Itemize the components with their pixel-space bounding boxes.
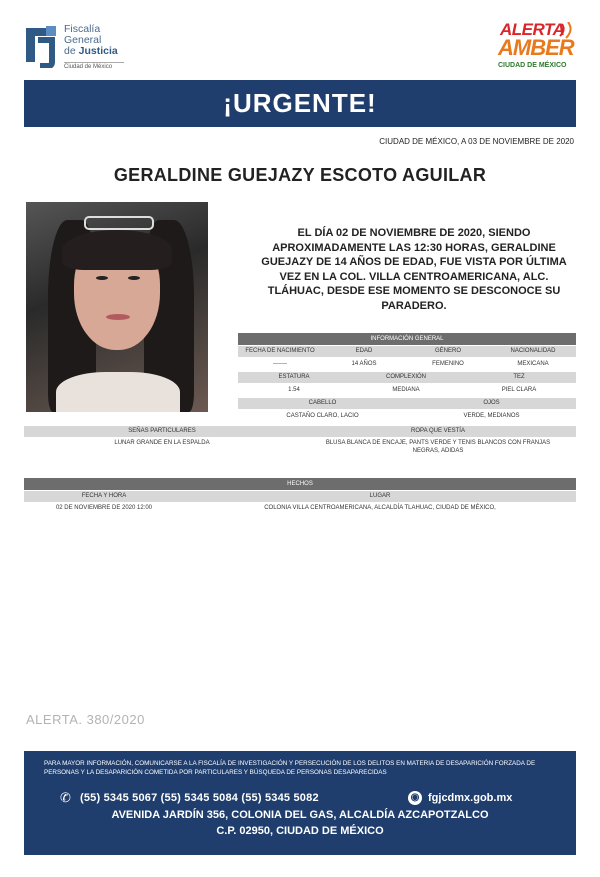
value-hair: CASTAÑO CLARO, LACIO [286,413,359,419]
urgent-banner: ¡URGENTE! [24,80,576,127]
fgj-name [64,24,118,57]
value-marks: LUNAR GRANDE EN LA ESPALDA [114,440,210,446]
footer-website-link[interactable]: fgjcdmx.gob.mx [428,792,513,804]
amber-line3: CIUDAD DE MÉXICO [498,62,567,69]
label-birth: FECHA DE NACIMIENTO [238,346,322,357]
general-info-labels-3 [238,398,576,409]
value-datetime: 02 DE NOVIEMBRE DE 2020 12:00 [55,505,153,511]
value-clothes [300,438,576,455]
amber-line2: AMBER [498,35,574,60]
value-gender: FEMENINO [432,361,464,367]
value-age: 14 AÑOS [351,361,377,367]
value-clothes-1: BLUSA BLANCA DE ENCAJE, PANTS VERDE Y TENIS BLANCOS CON FRANJAS [325,440,551,446]
footer [24,751,576,855]
fgj-line3a: de [64,45,79,57]
general-info-title: INFORMACIÓN GENERAL [238,333,576,345]
value-birth: ------- [273,361,287,367]
value-eyes: VERDE, MEDIANOS [463,413,520,419]
label-age: EDAD [322,346,406,357]
general-info-header-row [238,333,576,345]
amber-line1: ALERTA [500,20,565,39]
general-info-labels-2 [238,372,576,383]
value-nationality: MEXICANA [517,361,549,367]
label-nationality: NACIONALIDAD [490,346,576,357]
label-clothes: ROPA QUE VESTÍA [300,426,576,437]
fgj-subtitle: Ciudad de México [64,62,124,70]
label-place: LUGAR [184,491,576,502]
general-info-values-3 [238,411,576,422]
value-height: 1.54 [288,387,300,393]
phone-icon: ✆ [60,790,71,805]
value-clothes-2: NEGRAS, ADIDAS [412,448,464,454]
label-height: ESTATURA [238,372,350,383]
amber-alert-logo [496,18,580,76]
fgj-line3b: Justicia [78,45,118,57]
general-info-values-1 [238,359,576,370]
fgj-line2: General [64,34,102,46]
missing-person-photo [26,202,208,412]
facts-labels-row [24,491,576,502]
web-icon: ◉ [408,791,422,805]
particulars-header-row [24,426,576,437]
general-info-values-2 [238,385,576,396]
label-datetime: FECHA Y HORA [24,491,184,502]
footer-phones[interactable]: (55) 5345 5067 (55) 5345 5084 (55) 5345 5082 [80,792,319,804]
fgj-line3 [64,46,118,57]
label-hair: CABELLO [238,398,407,409]
alert-id: ALERTA. 380/2020 [26,712,145,727]
footer-address-line2: C.P. 02950, CIUDAD DE MÉXICO [216,825,384,837]
fgj-line1: Fiscalía [64,23,101,35]
facts-header-row [24,478,576,490]
label-marks: SEÑAS PARTICULARES [24,426,300,437]
general-info-labels-1 [238,346,576,357]
facts-title: HECHOS [24,478,576,490]
label-build: COMPLEXIÓN [350,372,462,383]
particulars-values-row [24,438,576,455]
narrative: EL DÍA 02 DE NOVIEMBRE DE 2020, SIENDO APROXIMADAMENTE LAS 12:30 HORAS, GERALDINE GUEJAZY DE 14 AÑOS DE EDAD, FUE VISTA POR ÚLTIMA VEZ EN LA COL. VILLA CENTROAMERICANA, ALC. TLÁHUAC, DESDE ESE MOMENTO SE DESCONOCE SU PARADERO. [261,227,567,312]
label-skin: TEZ [462,372,576,383]
fgj-logo-icon [24,22,60,68]
label-eyes: OJOS [407,398,576,409]
label-gender: GÉNERO [406,346,490,357]
issue-date: CIUDAD DE MÉXICO, A 03 DE NOVIEMBRE DE 2020 [379,137,574,146]
value-skin: PIEL CLARA [501,387,537,393]
value-build: MEDIANA [392,387,420,393]
person-name: GERALDINE GUEJAZY ESCOTO AGUILAR [113,165,487,185]
footer-info: PARA MAYOR INFORMACIÓN, COMUNICARSE A LA FISCALÍA DE INVESTIGACIÓN Y PERSECUCIÓN DE LOS DELITOS EN MATERIA DE DESAPARICIÓN FORZADA DE PERSONAS Y LA DESAPARICIÓN COMETIDA POR PARTICULARES Y BÚSQUEDA DE PERSONAS DESAPARECIDAS [44,760,536,776]
footer-address-line1: AVENIDA JARDÍN 356, COLONIA DEL GAS, ALCALDÍA AZCAPOTZALCO [111,809,489,821]
fgj-logo [24,22,124,74]
facts-values-row [24,503,576,514]
value-place: COLONIA VILLA CENTROAMERICANA, ALCALDÍA TLAHUAC, CIUDAD DE MÉXICO, [264,505,496,511]
